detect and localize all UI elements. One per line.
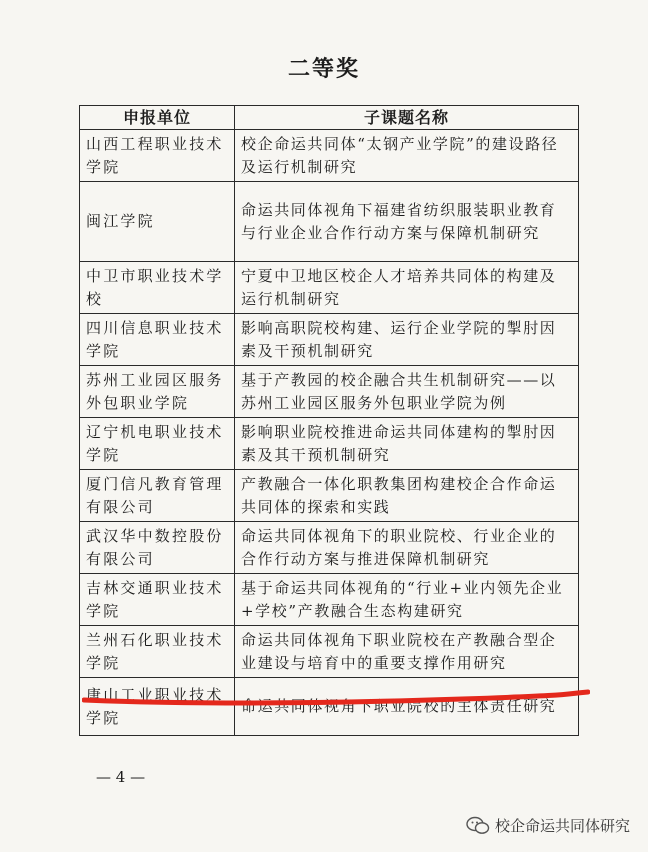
topic-cell: 校企命运共同体“太钢产业学院”的建设路径及运行机制研究 [235,130,579,182]
table-row [80,678,579,736]
table-row [80,130,579,182]
topic-cell: 命运共同体视角下职业院校在产教融合型企业建设与培育中的重要支撑作用研究 [235,626,579,678]
topic-cell: 影响高职院校构建、运行企业学院的掣肘因素及干预机制研究 [235,314,579,366]
unit-cell: 武汉华中数控股份有限公司 [80,522,235,574]
wechat-icon [466,816,490,836]
table-row [80,470,579,522]
table-row [80,182,579,262]
page-number: — 4 — [96,768,146,786]
section-title: 二等奖 [287,56,360,82]
unit-cell: 唐山工业职业技术学院 [80,678,235,736]
table-row [80,522,579,574]
awards-table [79,105,579,736]
topic-cell: 宁夏中卫地区校企人才培养共同体的构建及运行机制研究 [235,262,579,314]
unit-cell: 闽江学院 [80,182,235,262]
header-topic: 子课题名称 [235,106,579,130]
topic-cell: 基于命运共同体视角的“行业+业内领先企业+学校”产教融合生态构建研究 [235,574,579,626]
unit-cell: 吉林交通职业技术学院 [80,574,235,626]
topic-cell: 命运共同体视角下职业院校的主体责任研究 [235,678,579,736]
watermark-text: 校企命运共同体研究 [494,817,630,835]
topic-cell: 命运共同体视角下的职业院校、行业企业的合作行动方案与推进保障机制研究 [235,522,579,574]
table-row [80,314,579,366]
topic-cell: 影响职业院校推进命运共同体建构的掣肘因素及其干预机制研究 [235,418,579,470]
unit-cell: 兰州石化职业技术学院 [80,626,235,678]
unit-cell: 辽宁机电职业技术学院 [80,418,235,470]
table-row [80,418,579,470]
topic-cell: 基于产教园的校企融合共生机制研究——以苏州工业园区服务外包职业学院为例 [235,366,579,418]
table-row [80,262,579,314]
unit-cell: 厦门信凡教育管理有限公司 [80,470,235,522]
table-row [80,366,579,418]
unit-cell: 四川信息职业技术学院 [80,314,235,366]
unit-cell: 苏州工业园区服务外包职业学院 [80,366,235,418]
watermark [466,815,630,836]
topic-cell: 产教融合一体化职教集团构建校企合作命运共同体的探索和实践 [235,470,579,522]
header-unit: 申报单位 [80,106,235,130]
unit-cell: 中卫市职业技术学校 [80,262,235,314]
unit-cell: 山西工程职业技术学院 [80,130,235,182]
topic-cell: 命运共同体视角下福建省纺织服装职业教育与行业企业合作行动方案与保障机制研究 [235,182,579,262]
table-row [80,626,579,678]
table-header-row [80,106,579,130]
table-row [80,574,579,626]
